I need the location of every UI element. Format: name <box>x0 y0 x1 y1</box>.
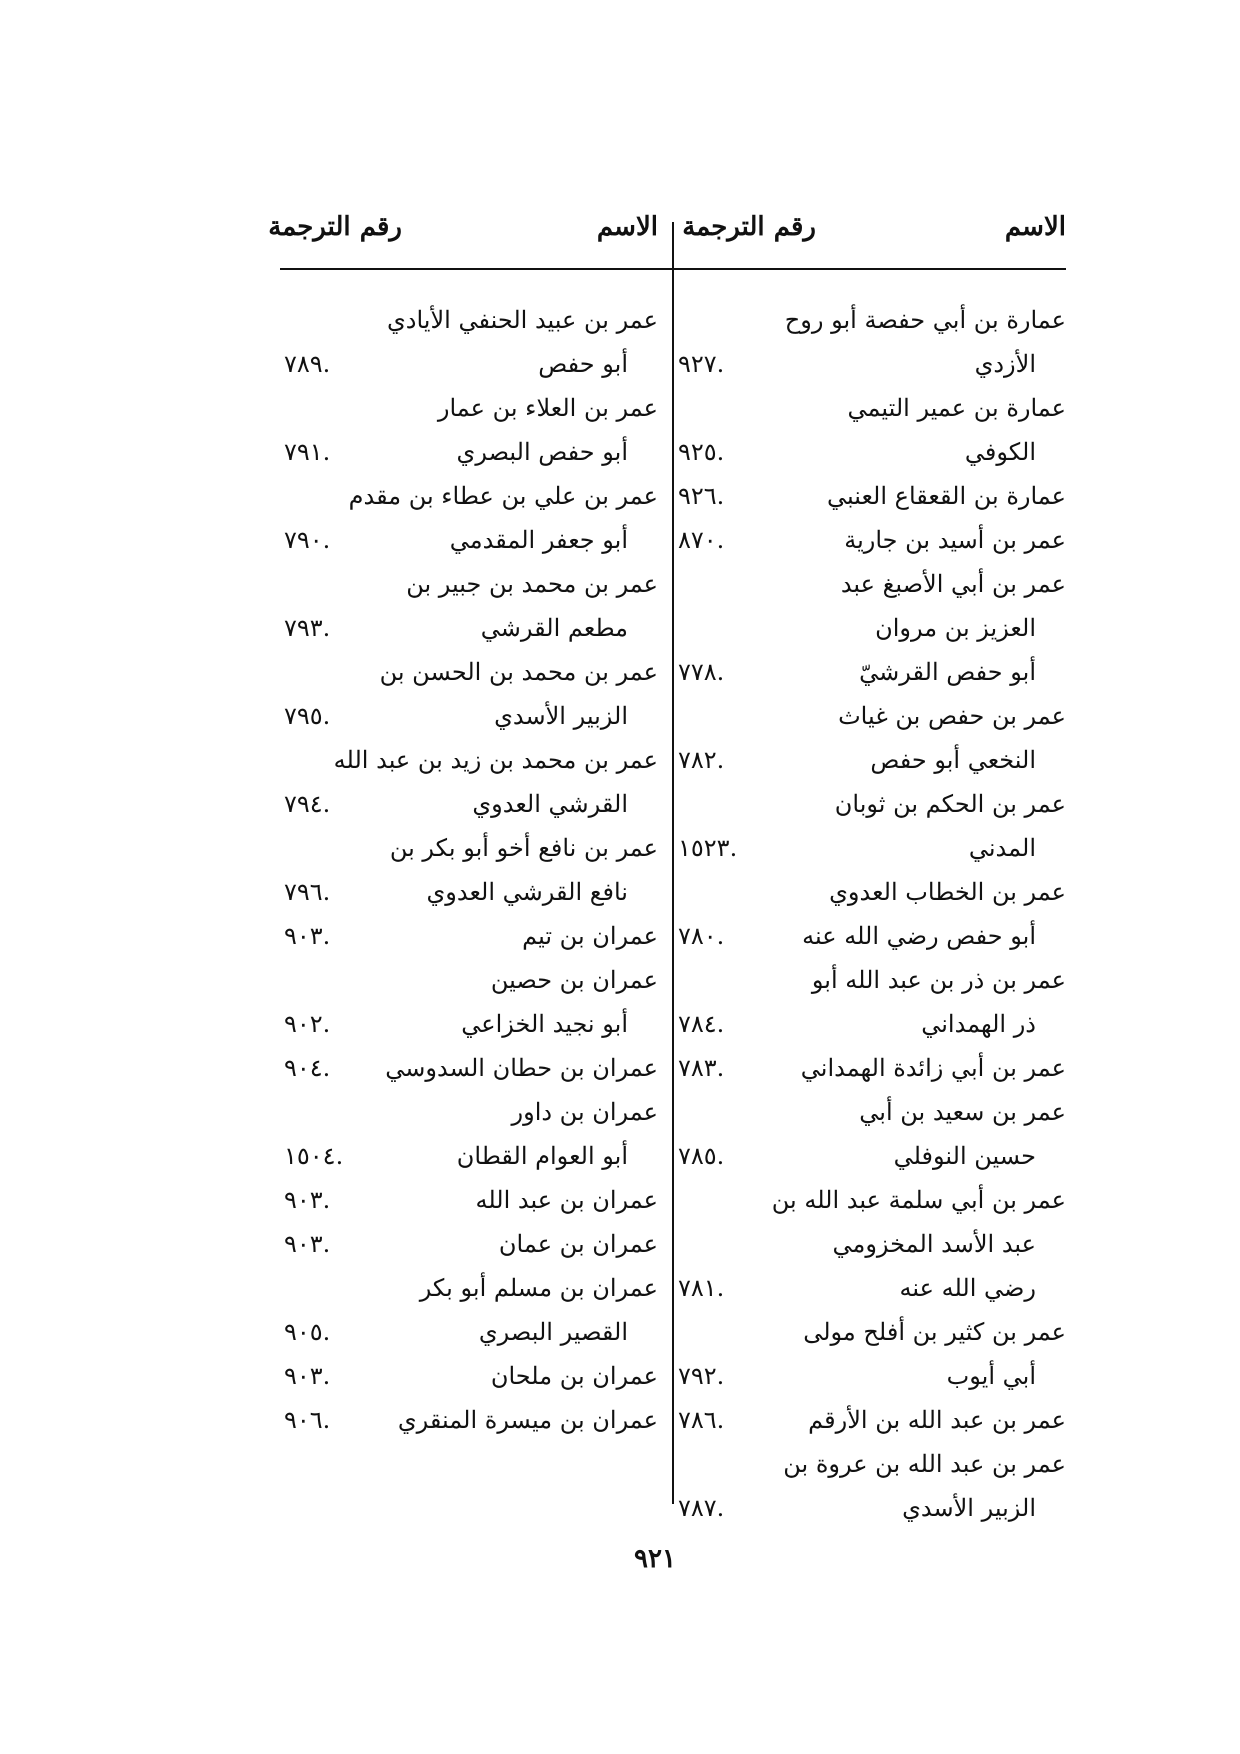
index-entry-line <box>270 1004 658 1048</box>
entry-name: النخعي أبو حفص <box>870 746 1036 774</box>
entry-name: عمر بن علي بن عطاء بن مقدم <box>348 482 658 510</box>
entry-name: عمران بن حصين <box>490 966 658 994</box>
entry-number: .٧٩٠ <box>284 526 331 554</box>
entry-number: .٩٠٤ <box>284 1054 331 1082</box>
entry-name: عمران بن مسلم أبو بكر <box>419 1274 658 1302</box>
index-entry-line <box>270 1180 658 1224</box>
entry-name: القصير البصري <box>478 1318 628 1346</box>
header-right <box>678 212 1066 272</box>
index-entry-line <box>270 652 658 696</box>
index-entry-line <box>270 564 658 608</box>
entry-name: أبو حفص <box>538 350 628 378</box>
entry-number: .٧٩٦ <box>284 878 331 906</box>
index-entry-line <box>270 872 658 916</box>
index-entry-line <box>270 1048 658 1092</box>
index-entry-line <box>678 1488 1066 1532</box>
header-name-label: الاسم <box>596 212 658 242</box>
entry-name: عمر بن أسيد بن جارية <box>844 526 1066 554</box>
index-entry-line <box>270 608 658 652</box>
entry-number: .٧٨١ <box>678 1274 725 1302</box>
entry-name: عمر بن حفص بن غياث <box>838 702 1066 730</box>
entry-number: .٧٨٠ <box>678 922 725 950</box>
entry-name: عمر بن محمد بن زيد بن عبد الله <box>333 746 658 774</box>
index-entry-line <box>270 784 658 828</box>
index-entry-line <box>270 828 658 872</box>
entry-name: عمر بن نافع أخو أبو بكر بن <box>389 834 658 862</box>
entry-name: عمر بن محمد بن الحسن بن <box>379 658 658 686</box>
entry-number: .٧٨٣ <box>678 1054 725 1082</box>
index-entry-line <box>270 388 658 432</box>
index-entry-line <box>678 388 1066 432</box>
entry-name: عمر بن أبي سلمة عبد الله بن <box>771 1186 1066 1214</box>
index-entry-line <box>678 1356 1066 1400</box>
entry-number: .١٥٢٣ <box>678 834 738 862</box>
entry-name: عبد الأسد المخزومي <box>832 1230 1036 1258</box>
index-entry-line <box>678 652 1066 696</box>
index-entry-line <box>678 520 1066 564</box>
entry-number: .٩٢٦ <box>678 482 725 510</box>
entry-name: عمر بن عبيد الحنفي الأيادي <box>387 306 658 334</box>
entry-number: .٩٠٣ <box>284 1186 331 1214</box>
index-entry-line <box>678 1136 1066 1180</box>
index-entry-line <box>678 740 1066 784</box>
header-left <box>268 212 658 272</box>
entry-number: .٩٠٣ <box>284 1230 331 1258</box>
entry-name: رضي الله عنه <box>899 1274 1036 1302</box>
index-entry-line <box>678 696 1066 740</box>
entry-name: عمارة بن عمير التيمي <box>847 394 1066 422</box>
index-entry-line <box>678 608 1066 652</box>
index-entry-line <box>270 432 658 476</box>
index-entry-line <box>678 1312 1066 1356</box>
entry-number: .٧٩٤ <box>284 790 331 818</box>
header-number-label: رقم الترجمة <box>682 212 816 242</box>
entry-name: العزيز بن مروان <box>875 614 1036 642</box>
index-entry-line <box>678 300 1066 344</box>
entry-name: عمر بن الخطاب العدوي <box>829 878 1066 906</box>
index-entry-line <box>270 476 658 520</box>
entry-number: .٩٠٦ <box>284 1406 331 1434</box>
index-entry-line <box>270 520 658 564</box>
index-entry-line <box>678 432 1066 476</box>
entry-name: أبو العوام القطان <box>456 1142 628 1170</box>
index-entry-line <box>270 1136 658 1180</box>
entry-name: أبي أيوب <box>946 1362 1036 1390</box>
entry-name: المدني <box>968 834 1036 862</box>
entry-number: .٧٩١ <box>284 438 331 466</box>
entry-name: ذر الهمداني <box>921 1010 1036 1038</box>
entry-number: .٩٠٣ <box>284 1362 331 1390</box>
index-entry-line <box>270 740 658 784</box>
entry-name: عمران بن ميسرة المنقري <box>397 1406 658 1434</box>
entry-name: أبو نجيد الخزاعي <box>461 1010 628 1038</box>
right-column <box>678 300 1066 1532</box>
index-entry-line <box>678 872 1066 916</box>
index-entry-line <box>270 696 658 740</box>
entry-number: .٧٧٨ <box>678 658 725 686</box>
entry-name: عمر بن أبي الأصبغ عبد <box>840 570 1066 598</box>
entry-name: عمر بن سعيد بن أبي <box>859 1098 1066 1126</box>
index-entry-line <box>678 1180 1066 1224</box>
entry-number: .٨٧٠ <box>678 526 725 554</box>
index-entry-line <box>678 476 1066 520</box>
index-entry-line <box>678 960 1066 1004</box>
index-entry-line <box>270 1092 658 1136</box>
entry-number: .٧٨٧ <box>678 1494 725 1522</box>
header-number-label: رقم الترجمة <box>268 212 402 242</box>
column-divider <box>672 222 674 1504</box>
header-name-label: الاسم <box>1004 212 1066 242</box>
entry-name: أبو حفص القرشيّ <box>859 658 1036 686</box>
entry-name: أبو حفص البصري <box>456 438 628 466</box>
index-entry-line <box>678 564 1066 608</box>
entry-name: عمر بن محمد بن جبير بن <box>406 570 658 598</box>
entry-name: عمران بن عبد الله <box>475 1186 658 1214</box>
index-entry-line <box>678 1224 1066 1268</box>
entry-name: مطعم القرشي <box>480 614 628 642</box>
entry-name: عمارة بن القعقاع العنبي <box>826 482 1066 510</box>
entry-name: عمر بن العلاء بن عمار <box>437 394 658 422</box>
index-entry-line <box>678 1004 1066 1048</box>
entry-name: عمر بن الحكم بن ثوبان <box>834 790 1066 818</box>
entry-number: .٧٨٥ <box>678 1142 725 1170</box>
index-entry-line <box>678 1268 1066 1312</box>
entry-name: عمران بن داور <box>511 1098 658 1126</box>
index-entry-line <box>678 828 1066 872</box>
entry-name: عمران بن تيم <box>522 922 658 950</box>
entry-name: نافع القرشي العدوي <box>426 878 628 906</box>
entry-number: .١٥٠٤ <box>284 1142 344 1170</box>
entry-name: أبو حفص رضي الله عنه <box>802 922 1036 950</box>
index-entry-line <box>678 1444 1066 1488</box>
index-entry-line <box>270 1356 658 1400</box>
index-entry-line <box>678 1400 1066 1444</box>
entry-number: .٧٨٤ <box>678 1010 725 1038</box>
entry-name: حسين النوفلي <box>893 1142 1036 1170</box>
index-entry-line <box>678 1092 1066 1136</box>
index-entry-line <box>678 1048 1066 1092</box>
index-entry-line <box>678 916 1066 960</box>
entry-name: أبو جعفر المقدمي <box>449 526 628 554</box>
entry-number: .٩٠٥ <box>284 1318 331 1346</box>
index-entry-line <box>270 916 658 960</box>
entry-name: عمران بن حطان السدوسي <box>385 1054 658 1082</box>
entry-name: عمر بن عبد الله بن عروة بن <box>783 1450 1066 1478</box>
entry-name: عمر بن أبي زائدة الهمداني <box>800 1054 1066 1082</box>
index-entry-line <box>270 1400 658 1444</box>
entry-name: عمران بن عمان <box>498 1230 658 1258</box>
entry-name: الكوفي <box>964 438 1036 466</box>
entry-name: القرشي العدوي <box>472 790 628 818</box>
entry-name: الزبير الأسدي <box>902 1494 1036 1522</box>
index-entry-line <box>678 784 1066 828</box>
entry-name: الأزدي <box>974 350 1036 378</box>
entry-number: .٩٢٥ <box>678 438 725 466</box>
index-entry-line <box>270 344 658 388</box>
entry-name: عمر بن ذر بن عبد الله أبو <box>811 966 1066 994</box>
left-column <box>270 300 658 1444</box>
index-entry-line <box>270 1268 658 1312</box>
entry-number: .٧٨٢ <box>678 746 725 774</box>
entry-number: .٧٩٣ <box>284 614 331 642</box>
entry-number: .٧٨٦ <box>678 1406 725 1434</box>
entry-number: .٩٢٧ <box>678 350 725 378</box>
entry-name: عمارة بن أبي حفصة أبو روح <box>784 306 1066 334</box>
entry-number: .٩٠٢ <box>284 1010 331 1038</box>
entry-name: الزبير الأسدي <box>494 702 628 730</box>
entry-number: .٧٩٥ <box>284 702 331 730</box>
entry-name: عمران بن ملحان <box>490 1362 658 1390</box>
index-entry-line <box>270 300 658 344</box>
entry-name: عمر بن كثير بن أفلح مولى <box>803 1318 1066 1346</box>
page-number: ٩٢١ <box>634 1544 676 1574</box>
index-entry-line <box>678 344 1066 388</box>
index-entry-line <box>270 1224 658 1268</box>
entry-number: .٩٠٣ <box>284 922 331 950</box>
index-entry-line <box>270 960 658 1004</box>
entry-number: .٧٩٢ <box>678 1362 725 1390</box>
entry-name: عمر بن عبد الله بن الأرقم <box>808 1406 1066 1434</box>
entry-number: .٧٨٩ <box>284 350 331 378</box>
index-entry-line <box>270 1312 658 1356</box>
